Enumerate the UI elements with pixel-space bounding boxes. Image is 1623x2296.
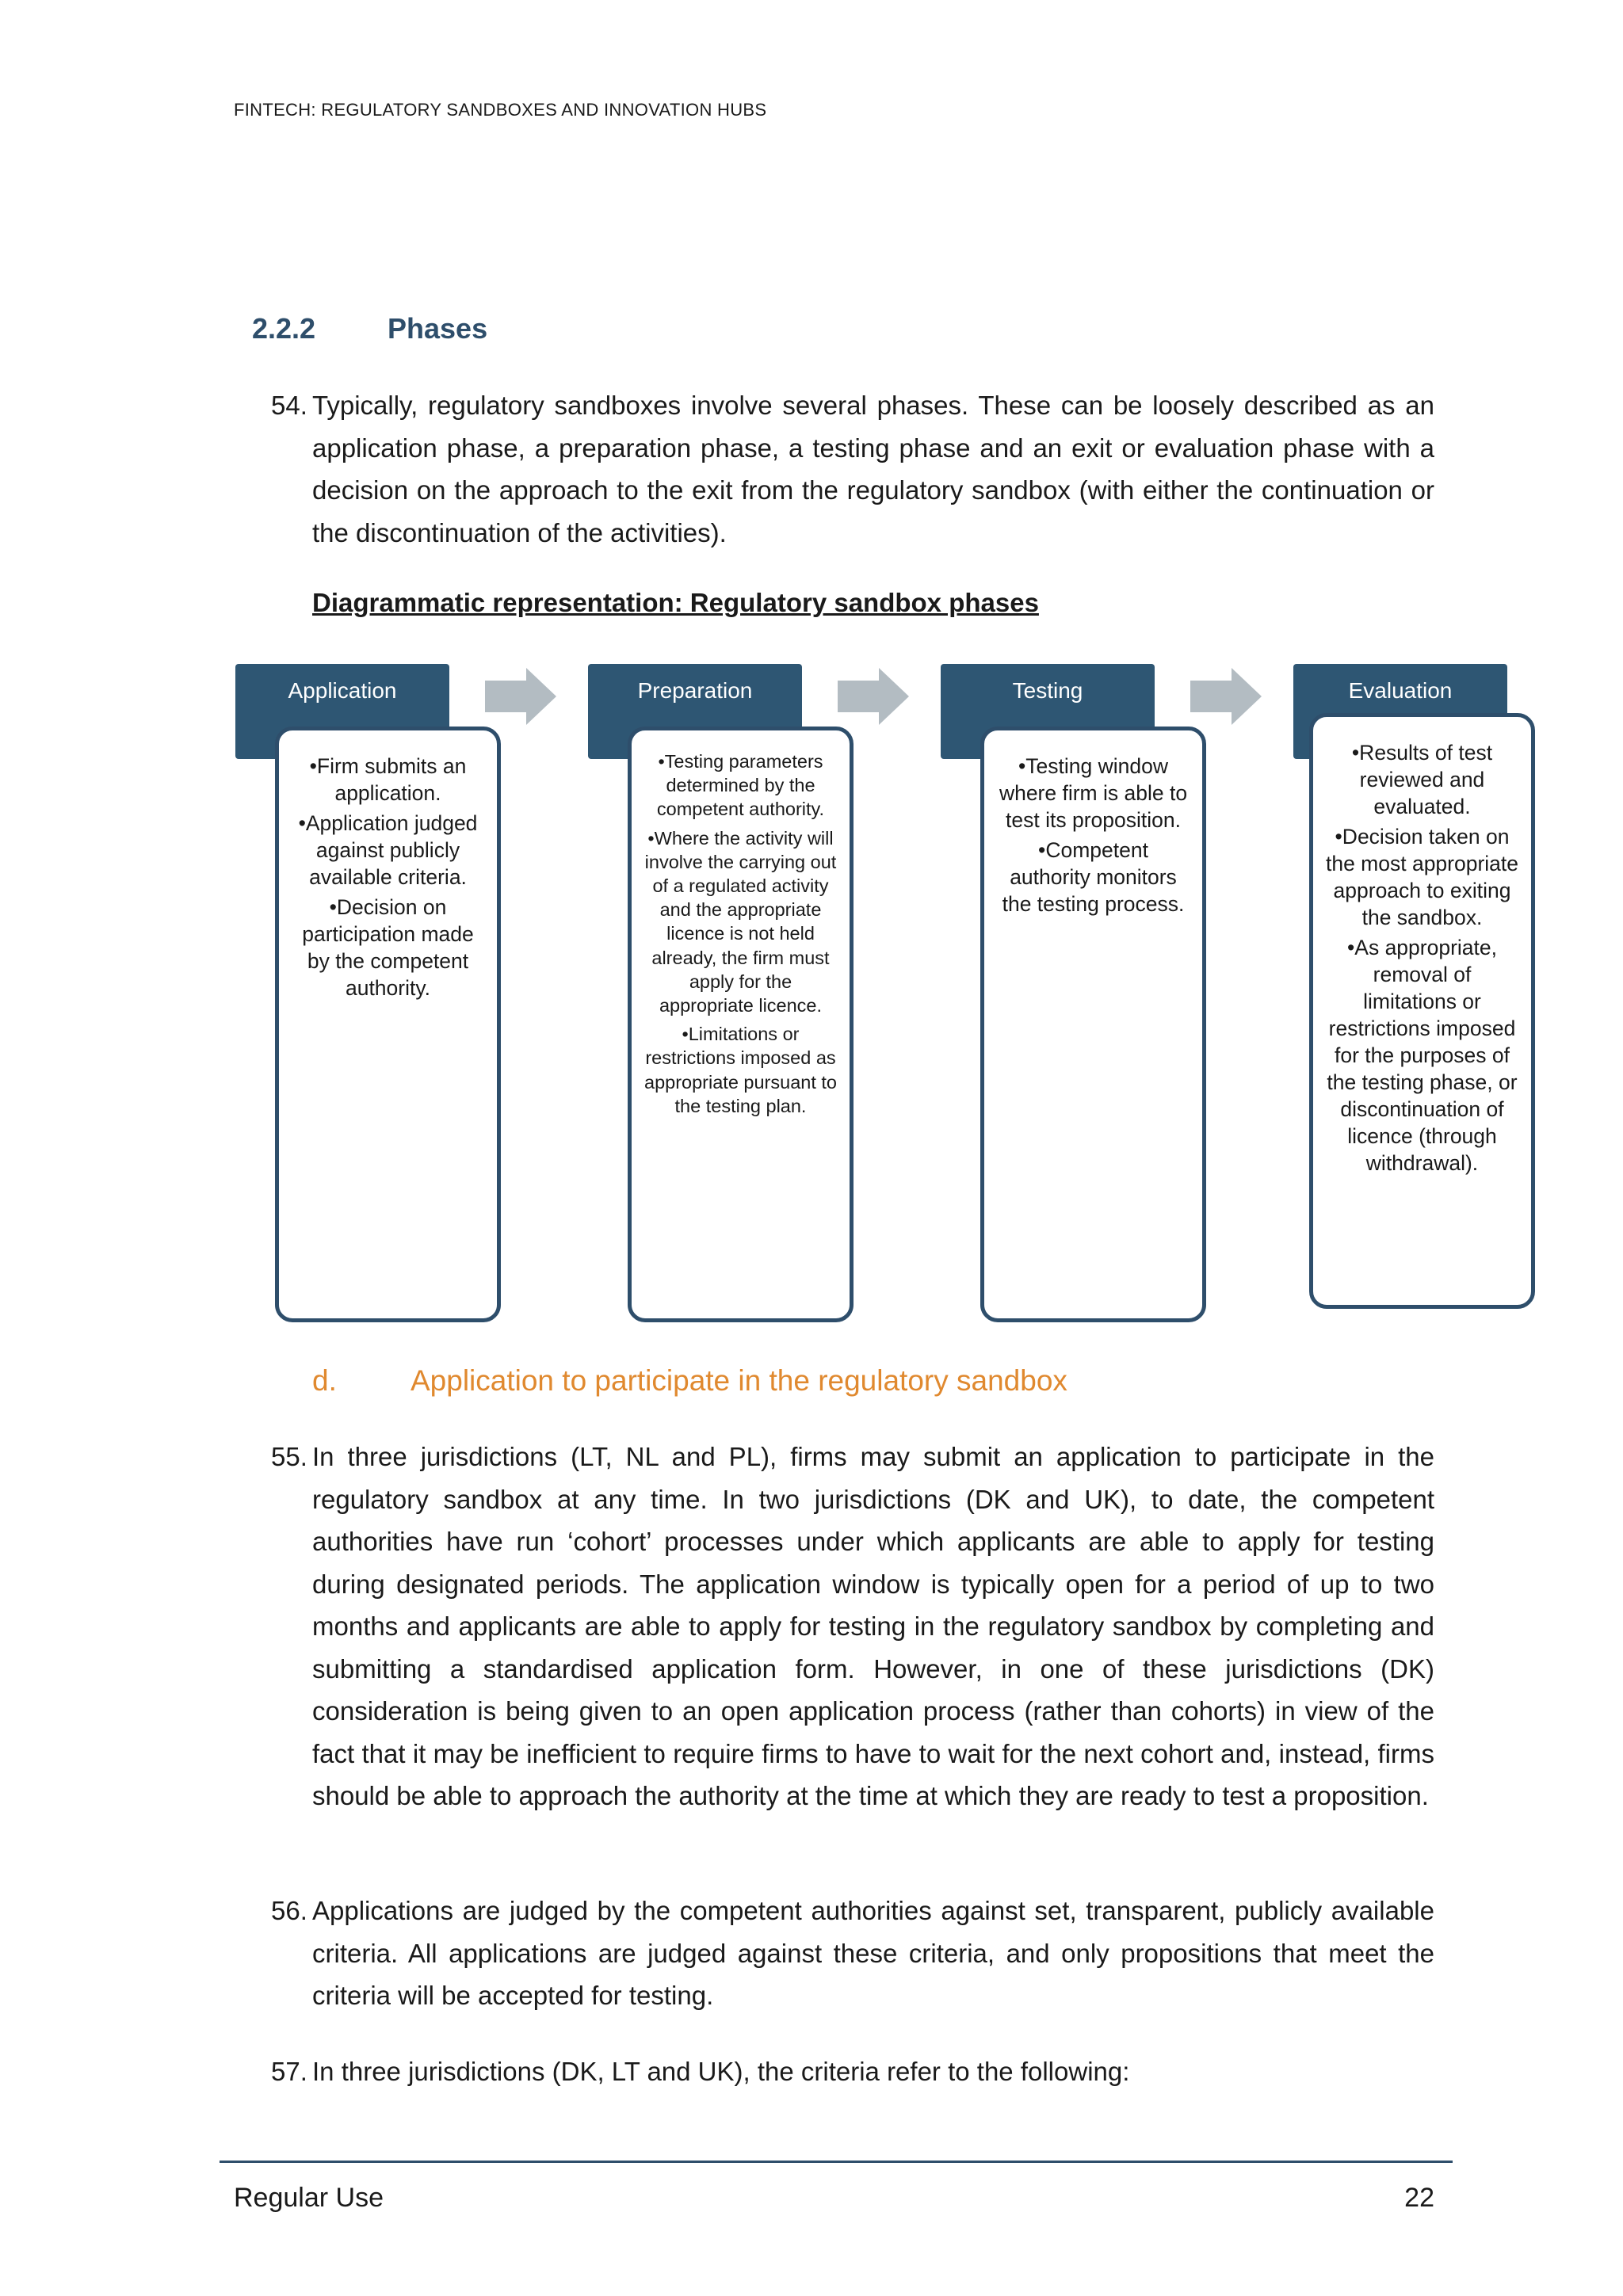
- phase-box-preparation: [628, 727, 854, 1322]
- right-arrow-icon: [1190, 668, 1262, 725]
- phase-bullet: •Decision taken on the most appropriate approach to exiting the sandbox.: [1325, 825, 1519, 929]
- paragraph-text: Applications are judged by the competent authorities against set, transparent, publicly available criteria. All applications are judged against these criteria, and only propositions that meet the criteria will be accepted for testing.: [312, 1896, 1434, 2010]
- phase-box-testing: [980, 727, 1206, 1322]
- phase-bullet: •Decision on participation made by the competent authority.: [302, 895, 474, 1000]
- phase-tab-preparation: Preparation: [588, 664, 802, 759]
- phase-tab-evaluation: Evaluation: [1293, 664, 1507, 759]
- page-number: 22: [1404, 2183, 1434, 2213]
- section-number: 2.2.2: [252, 312, 316, 345]
- paragraph-57: [271, 2050, 1434, 2093]
- phase-bullet: •Firm submits an application.: [309, 754, 467, 805]
- section-heading: [252, 312, 487, 345]
- section-title: Phases: [388, 312, 488, 345]
- phase-bullet: •Where the activity will involve the carrying out of a regulated activity and the appropriate licence is not held already, the firm must apply for the appropriate licence.: [644, 827, 837, 1016]
- phase-tab-testing: Testing: [941, 664, 1155, 759]
- paragraph-text: In three jurisdictions (LT, NL and PL), firms may submit an application to participate in the regulatory sandbox at any time. In two jurisdictions (DK and UK), to date, the competent authorities have run ‘cohort’ processes under which applicants are able to apply for testing during designated periods. The application window is typically open for a period of up to two months and applicants are able to apply for testing in the regulatory sandbox by completing and submitting a standardised application form. However, in one of these jurisdictions (DK) consideration is being given to an open application process (rather than cohorts) in view of the fact that it may be inefficient to require firms to have to wait for the next cohort and, instead, firms should be able to approach the authority at the time at which they are ready to test a proposition.: [312, 1442, 1434, 1810]
- phase-bullet: •Limitations or restrictions imposed as appropriate pursuant to the testing plan.: [644, 1024, 837, 1116]
- paragraph-text: In three jurisdictions (DK, LT and UK), the criteria refer to the following:: [312, 2057, 1130, 2086]
- footer-classification: Regular Use: [234, 2183, 384, 2213]
- phase-box-application: [275, 727, 501, 1322]
- phase-bullet: •Testing parameters determined by the competent authority.: [656, 751, 825, 820]
- footer-rule: [220, 2161, 1453, 2163]
- paragraph-number: 56.: [271, 1896, 307, 1925]
- paragraph-number: 55.: [271, 1442, 307, 1471]
- running-header: FINTECH: REGULATORY SANDBOXES AND INNOVATION HUBS: [234, 100, 767, 120]
- subsection-title: Application to participate in the regulatory sandbox: [411, 1364, 1067, 1397]
- subsection-letter: d.: [312, 1364, 337, 1397]
- subsection-heading: [312, 1364, 1067, 1398]
- phase-box-evaluation: [1309, 713, 1535, 1309]
- phase-bullet: •Application judged against publicly available criteria.: [298, 811, 478, 889]
- paragraph-56: [271, 1890, 1434, 2017]
- paragraph-number: 57.: [271, 2057, 307, 2086]
- paragraph-number: 54.: [271, 391, 307, 420]
- phase-tab-application: Application: [235, 664, 449, 759]
- phase-bullet: •Competent authority monitors the testing process.: [1002, 838, 1185, 916]
- phase-bullet: •Results of test reviewed and evaluated.: [1351, 741, 1493, 818]
- diagram-title: Diagrammatic representation: Regulatory sandbox phases: [312, 588, 1039, 617]
- right-arrow-icon: [485, 668, 556, 725]
- paragraph-54: [271, 384, 1434, 554]
- paragraph-text: Typically, regulatory sandboxes involve several phases. These can be loosely described as an application phase, a preparation phase, a testing phase and an exit or evaluation phase with a decision on the approach to the exit from the regulatory sandbox (with either the continuation or the discontinuation of the activities).: [312, 391, 1434, 547]
- right-arrow-icon: [838, 668, 909, 725]
- phase-bullet: •Testing window where firm is able to test its proposition.: [999, 754, 1188, 832]
- phase-bullet: •As appropriate, removal of limitations or restrictions imposed for the purposes of the testing phase, or discontinuation of licence (through withdrawal).: [1327, 936, 1518, 1175]
- paragraph-55: [271, 1436, 1434, 1817]
